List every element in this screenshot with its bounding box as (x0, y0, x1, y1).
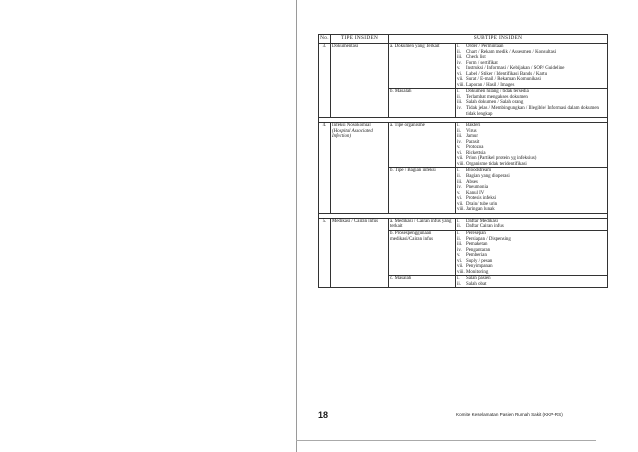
list-item-text: Suply / pesan (466, 258, 493, 264)
list-item-numeral: viii. (457, 82, 465, 88)
list-item-text: Abses (466, 179, 478, 185)
list-item-text: Organisme tidak teridentifikasi (466, 161, 527, 167)
subtype-items-cell (456, 218, 608, 230)
row-number: 3. (319, 44, 331, 118)
header-incident-subtype: SUBTIPE INSIDEN (389, 35, 608, 44)
list-item-numeral: vi. (457, 196, 463, 202)
list-item-numeral: viii. (457, 269, 465, 275)
incident-type-cell (331, 123, 389, 214)
list-item-numeral: ii. (457, 236, 461, 242)
list-item-numeral: i. (457, 218, 460, 224)
incident-type-table (318, 34, 608, 288)
list-item (457, 207, 606, 213)
incident-type-label: Infeksi Nosokomial (332, 123, 371, 129)
list-item-numeral: viii. (457, 161, 465, 167)
list-item-text: Virus (466, 128, 477, 134)
list-item-text: Rickettsia (466, 150, 486, 156)
list-item-text: Salah dokumen / Salah orang (466, 100, 524, 106)
page-number: 18 (318, 410, 329, 420)
list-item-numeral: i. (457, 123, 460, 129)
subtype-items-cell (456, 230, 608, 275)
list-item-text: Peresepan (466, 230, 486, 236)
list-item-text: Pneumonia (466, 185, 489, 191)
list-item (457, 224, 606, 230)
subtype-list (457, 123, 606, 167)
list-item-text: Drain/ tube urin (466, 201, 498, 207)
list-item-numeral: iv. (457, 185, 462, 191)
incident-type-note: (Hospital Associated Infection) (332, 128, 373, 140)
subtype-group-label: b. Tipe / Bagian infeksi (389, 168, 456, 213)
list-item-text: Monitoring (466, 269, 489, 275)
list-item-numeral: iii. (457, 134, 463, 140)
row-number: 5. (319, 218, 331, 288)
list-item-numeral: i. (457, 230, 460, 236)
bottom-rule (296, 440, 596, 441)
subtype-group-label: a. Tipe organisme (389, 123, 456, 168)
list-item-text: Form / sertifikat (466, 60, 498, 66)
list-item-text: Instruksi / Informasi / Kebijakan / SOP/ Guideline (466, 66, 565, 72)
subtype-group-label: a. Dokumen yang Terkait (389, 44, 456, 89)
list-item (457, 270, 606, 276)
list-item-text: Prion (Partikel protein yg infeksius) (466, 156, 537, 162)
list-item-numeral: vii. (457, 77, 464, 83)
list-item-numeral: vii. (457, 264, 464, 270)
list-item-text: Parasit (466, 139, 480, 145)
list-item-text: Kanul IV (466, 190, 485, 196)
subtype-list (457, 168, 606, 212)
list-item-text: Dokumen hilang / tidak tersedia (466, 89, 529, 95)
list-item-numeral: iv. (457, 60, 462, 66)
list-item-numeral: iii. (457, 179, 463, 185)
list-item-text: Bloodstream (466, 168, 491, 174)
table-row (319, 218, 608, 230)
list-item-numeral: ii. (457, 49, 461, 55)
subtype-items-cell (456, 168, 608, 213)
incident-type-cell (331, 44, 389, 118)
list-item-numeral: vi. (457, 258, 463, 264)
list-item-numeral: ii. (457, 224, 461, 230)
subtype-group-label: a. Medikasi / Cairan infus yang terkait (389, 218, 456, 230)
list-item-numeral: i. (457, 276, 460, 282)
list-item-numeral: ii. (457, 128, 461, 134)
list-item-text: Surat / E-mail / Rekaman Komunikasi (466, 77, 541, 83)
list-item-numeral: i. (457, 44, 460, 49)
list-item-numeral: i. (457, 89, 460, 95)
list-item-numeral: iii. (457, 100, 463, 106)
header-no: No. (319, 35, 331, 44)
list-item-text: Penyimpanan (466, 264, 493, 270)
subtype-items-cell (456, 44, 608, 89)
subtype-list (457, 44, 606, 88)
list-item-text: Pemberian (466, 253, 487, 259)
list-item-text: Terlambat mengakses dokumen (466, 94, 528, 100)
subtype-group-label: b. Prosespenggunaan medikasi/Cairan infus (389, 230, 456, 275)
list-item-text: Pemaketan (466, 242, 488, 248)
list-item-text: Salah pasien (466, 276, 491, 282)
incident-type-label: Medikasi / Cairan infus (332, 218, 379, 224)
subtype-items-cell (456, 89, 608, 118)
subtype-group-label: b. Masalah (389, 89, 456, 118)
list-item-numeral: v. (457, 66, 461, 72)
list-item-numeral: vi. (457, 150, 463, 156)
subtype-list (457, 276, 606, 287)
list-item-numeral: iii. (457, 55, 463, 61)
incident-type-cell (331, 218, 389, 288)
list-item-numeral: vii. (457, 201, 464, 207)
subtype-group-label: c. Masalah (389, 276, 456, 288)
list-item-text: Protesis infeksi (466, 196, 497, 202)
incident-type-label: Dokumentasi (332, 44, 359, 49)
header-incident-type: TIPE INSIDEN (331, 35, 389, 44)
list-item-text: Check list (466, 55, 486, 61)
list-item-text: Pengantaran (466, 247, 491, 253)
list-item-numeral: i. (457, 168, 460, 174)
list-item (457, 282, 606, 288)
table-row (319, 123, 608, 168)
row-number: 4. (319, 123, 331, 214)
list-item-numeral: viii. (457, 207, 465, 213)
subtype-list (457, 219, 606, 230)
list-item (457, 106, 606, 117)
list-item-numeral: ii. (457, 281, 461, 287)
list-item (457, 162, 606, 168)
list-item-numeral: ii. (457, 94, 461, 100)
list-item-text: Daftar Cairan infus (466, 224, 504, 230)
table-header-row (319, 35, 608, 44)
list-item-text: Daftar Medikasi (466, 218, 498, 224)
list-item-text: Jaringan lunak (466, 207, 495, 213)
subtype-items-cell (456, 276, 608, 288)
list-item (457, 83, 606, 89)
binding-margin-line (296, 0, 297, 452)
list-item-text: Label / Stiker / Identifikasi Bands / Kartu (466, 71, 548, 77)
list-item-numeral: v. (457, 190, 461, 196)
list-item-numeral: iv. (457, 106, 462, 112)
list-item-numeral: iii. (457, 242, 463, 248)
list-item-numeral: iv. (457, 247, 462, 253)
subtype-list (457, 231, 606, 275)
list-item-text: Order / Permintaan (466, 44, 504, 49)
footer-text: Komite Keselamatan Pasien Rumah Sakit (KKP-RS) (456, 412, 563, 417)
list-item-numeral: v. (457, 253, 461, 259)
list-item-text: Salah obat (466, 281, 487, 287)
list-item-text: Tidak jelas / Membingungkan / Illegible/ Informasi dalam dokumen tidak lengkap (466, 106, 599, 117)
list-item-text: Protozoa (466, 145, 484, 151)
list-item-text: Chart / Rekam medik / Assesmen / Konsultasi (466, 49, 557, 55)
table-row (319, 44, 608, 89)
subtype-items-cell (456, 123, 608, 168)
list-item-text: Persiapan / Dispensing (466, 236, 511, 242)
list-item-text: Laporan / Hasil / Images (466, 82, 515, 88)
list-item-numeral: vii. (457, 156, 464, 162)
list-item-numeral: v. (457, 145, 461, 151)
list-item-numeral: vi. (457, 71, 463, 77)
list-item-text: Jamur (466, 134, 478, 140)
list-item-numeral: ii. (457, 174, 461, 180)
list-item-numeral: iv. (457, 139, 462, 145)
list-item-text: Bakteri (466, 123, 481, 129)
subtype-list (457, 89, 606, 117)
list-item-text: Bagian yang dioperasi (466, 174, 510, 180)
